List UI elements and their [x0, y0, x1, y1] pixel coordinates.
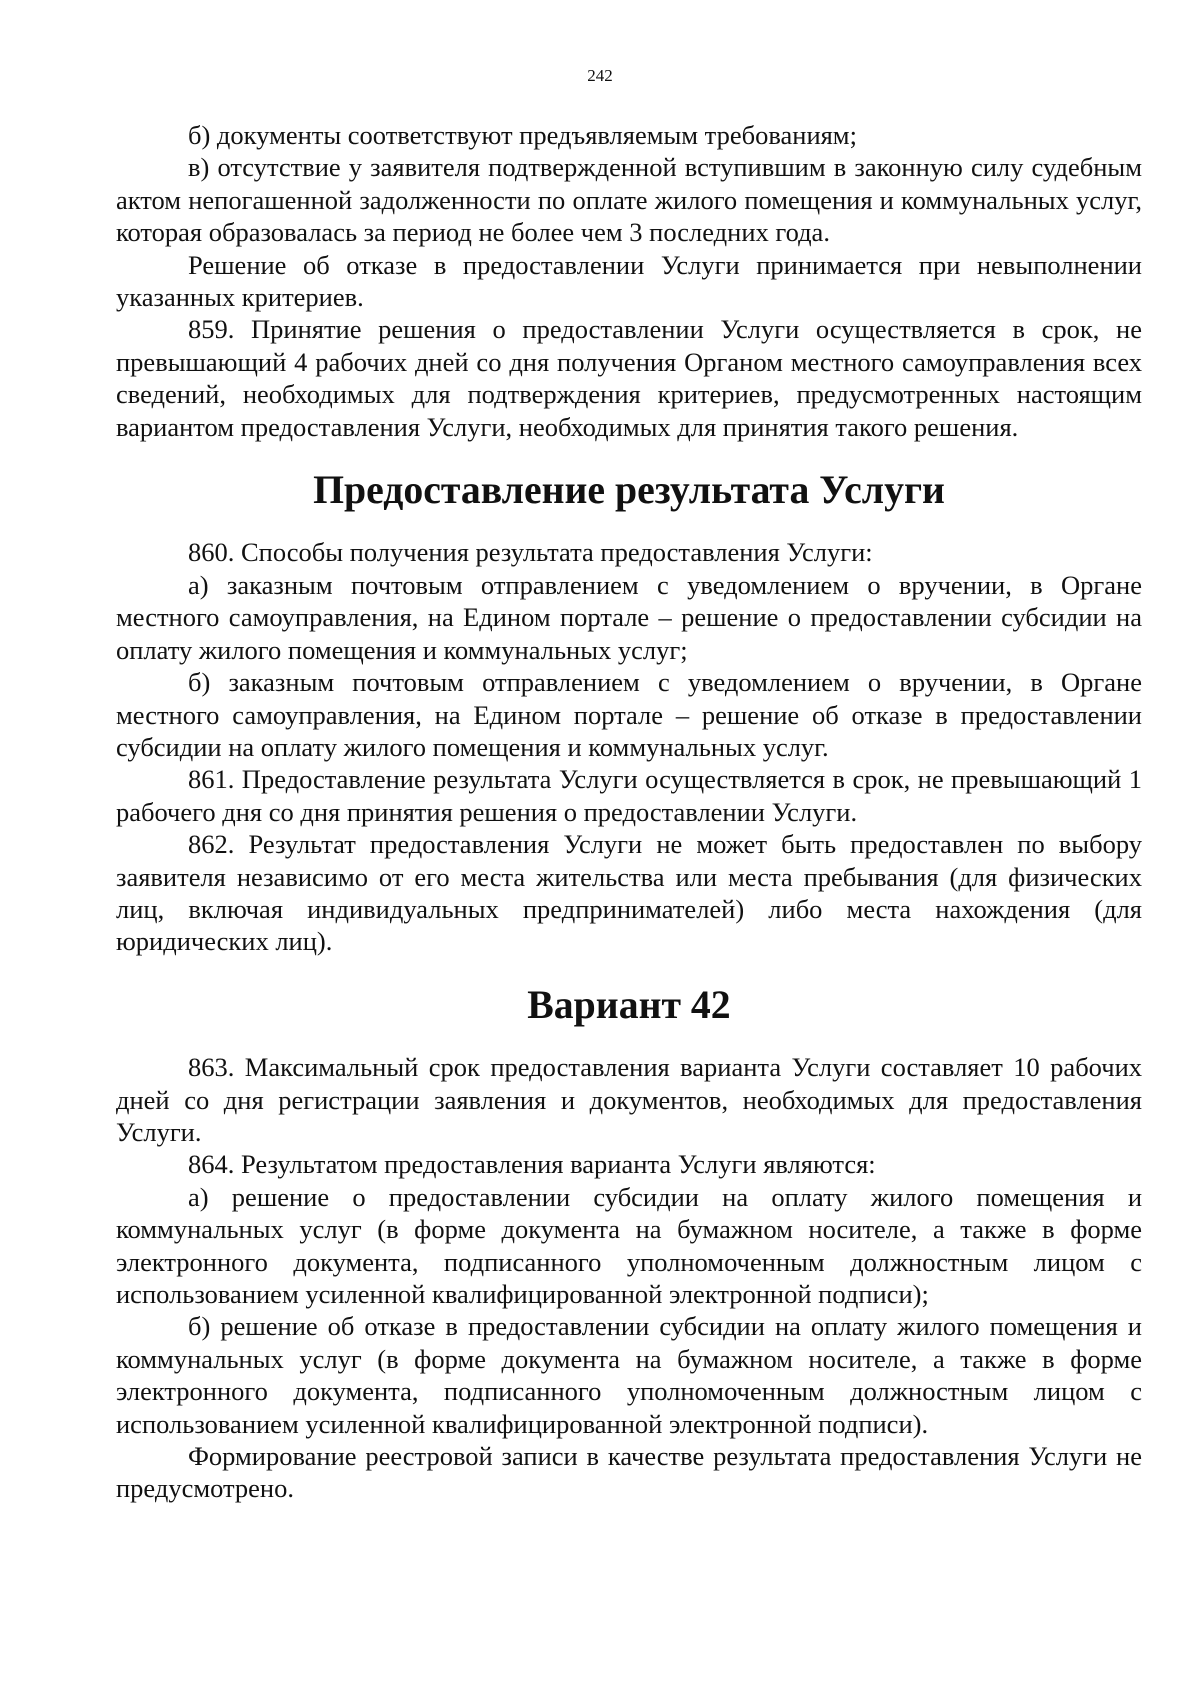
paragraph-860-a: а) заказным почтовым отправлением с уведомлением о вручении, в Органе местного самоуправления, на Едином портале – решение о предоставлении субсидии на оплату жилого помещения и коммунальных услуг; — [116, 569, 1142, 665]
paragraph-860-b: б) заказным почтовым отправлением с уведомлением о вручении, в Органе местного самоуправления, на Едином портале – решение об отказе в предоставлении субсидии на оплату жилого помещения и коммунальных услуг. — [116, 667, 1142, 762]
paragraph-864-b: б) решение об отказе в предоставлении субсидии на оплату жилого помещения и коммунальных услуг (в форме документа на бумажном носителе, а также в форме электронного документа, подписанного уполномоченным должностным лицом с использованием усиленной квалифицированной электронной подписи). — [116, 1311, 1142, 1439]
paragraph-v-debt: в) отсутствие у заявителя подтвержденной вступившим в законную силу судебным актом непогашенной задолженности по оплате жилого помещения и коммунальных услуг, которая образовалась за период не более чем 3 последних года. — [116, 152, 1142, 248]
paragraph-861: 861. Предоставление результата Услуги осуществляется в срок, не превышающий 1 рабочего дня со дня принятия решения о предоставлении Услуги. — [116, 764, 1142, 827]
document-body — [116, 119, 1142, 1505]
paragraph-864-a: а) решение о предоставлении субсидии на оплату жилого помещения и коммунальных услуг (в форме документа на бумажном носителе, а также в форме электронного документа, подписанного уполномоченным должностным лицом с использованием усиленной квалифицированной электронной подписи); — [116, 1181, 1142, 1309]
paragraph-registry-record: Формирование реестровой записи в качестве результата предоставления Услуги не предусмотрено. — [116, 1441, 1142, 1504]
paragraph-863: 863. Максимальный срок предоставления варианта Услуги составляет 10 рабочих дней со дня регистрации заявления и документов, необходимых для предоставления Услуги. — [116, 1052, 1142, 1147]
paragraph-refusal-decision: Решение об отказе в предоставлении Услуги принимается при невыполнении указанных критериев. — [116, 249, 1142, 313]
paragraph-860: 860. Способы получения результата предоставления Услуги: — [188, 537, 873, 568]
paragraph-864: 864. Результатом предоставления варианта Услуги являются: — [188, 1149, 876, 1180]
page-number: 242 — [587, 66, 613, 85]
paragraph-862: 862. Результат предоставления Услуги не может быть предоставлен по выбору заявителя независимо от его места жительства или места пребывания (для физических лиц, включая индивидуальных предпринимателей) либо места нахождения (для юридических лиц). — [116, 829, 1142, 957]
section-heading-result: Предоставление результата Услуги — [313, 468, 945, 513]
paragraph-b-documents: б) документы соответствуют предъявляемым требованиям; — [188, 120, 857, 150]
paragraph-859: 859. Принятие решения о предоставлении Услуги осуществляется в срок, не превышающий 4 рабочих дней со дня получения Органом местного самоуправления всех сведений, необходимых для подтверждения критериев, предусмотренных настоящим вариантом предоставления Услуги, необходимых для принятия такого решения. — [116, 314, 1142, 442]
section-heading-variant-42: Вариант 42 — [527, 982, 731, 1027]
